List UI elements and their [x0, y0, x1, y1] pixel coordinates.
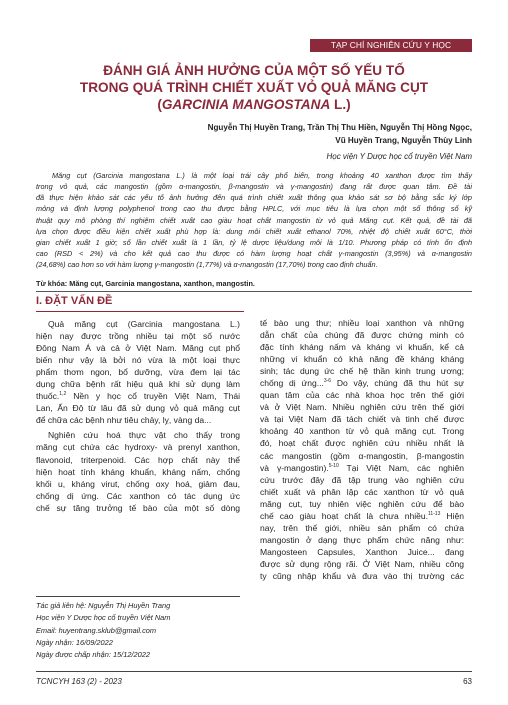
accepted-date: Ngày được chấp nhận: 15/12/2022: [36, 650, 150, 660]
title-paren: (: [157, 97, 162, 112]
body-line: khoảng 40 xanthon từ vỏ quả măng cụt. Trong: [260, 426, 464, 437]
received-date: Ngày nhận: 16/09/2022: [36, 637, 113, 647]
body-line: thuốc.$^{1,2}$ Nền y học cổ truyền Việt Nam, Thái: [36, 391, 240, 402]
body-line: Lan, Ấn Độ từ lâu đã sử dụng vỏ quả măng cụt: [36, 403, 240, 414]
body-line: chiết xuất và phân lập các xanthon từ vỏ quả: [260, 486, 464, 497]
body-line: tế bào ung thư; nhiều loại xanthon và những: [260, 318, 464, 328]
abstract-line: đã thực hiện khảo sát các yếu tố ảnh hưởng đến quá trình chiết xuất thông qua khảo sát sơ bộ bằng sắc ký lớp: [36, 193, 472, 203]
body-line: để chữa các bệnh như tiêu chảy, lỵ, vàng da...: [36, 415, 212, 426]
corresponding-email: Email: huyentrang.sklub@gmail.com: [36, 625, 157, 635]
corresponding-author-box: [36, 596, 240, 661]
title-paren: L.): [330, 97, 351, 112]
body-line: dụng chữa bệnh rất hiệu quả khi sử dụng làm: [36, 379, 240, 390]
body-line: những vi khuẩn có khả năng đề kháng kháng: [260, 354, 464, 365]
author-list: [52, 122, 472, 147]
body-line: mangostin ở dạng thực phẩm chức năng như:: [260, 534, 464, 545]
body-line: Quả măng cụt (Garcinia mangostana L.): [48, 319, 240, 329]
body-line: măng cụt, tuy nhiên việc nghiên cứu để bào: [260, 498, 464, 509]
abstract-line: (24,68%) cao hơn so với hàm lượng γ-mangostin (1,77%) và α-mangostin (17,70%) trong cao định chuẩn.: [36, 260, 378, 270]
abstract-line: mỏng và định lượng polyphenol trong cao thu được bằng HPLC, với mục tiêu là lựa chọn một số thông số kỹ: [36, 204, 472, 214]
abstract-line: trong vỏ quả, các mangostin (gồm α-mangostin, β-mangostin và γ-mangostin) đang rất được quan tâm. Đề tài: [36, 182, 472, 192]
body-line: chống dị ứng...$^{3-6}$ Do vậy, chúng đã thu hút sự: [260, 378, 465, 389]
body-line: ty cũng nhập khẩu và đưa vào thị trường các: [260, 570, 464, 581]
journal-issue: TCNCYH 163 (2) - 2023: [36, 677, 122, 686]
body-line: chế sự tăng trưởng tế bào của một số dòng: [36, 502, 240, 513]
citation: 5-10: [328, 462, 339, 469]
section-heading: I. ĐẶT VẤN ĐỀ: [36, 295, 113, 307]
keywords: Từ khóa: Măng cụt, Garcinia mangostana, xanthon, mangostin.: [36, 279, 255, 288]
author-line: Vũ Huyền Trang, Nguyễn Thùy Linh: [335, 135, 472, 145]
title-line: ĐÁNH GIÁ ẢNH HƯỞNG CỦA MỘT SỐ YẾU TỐ: [103, 63, 405, 78]
body-line: đặc tính kháng nấm và kháng vi khuẩn, kể cả: [260, 342, 464, 353]
abstract-line: thuật quy mô phòng thí nghiệm chiết xuất cao giàu hoạt chất mangostin từ vỏ quả Măng cụt. Kết quả, đề tài đã: [36, 215, 472, 225]
body-line: và ở Việt Nam. Nhiều nghiên cứu trên thế giới: [260, 402, 464, 413]
body-line: biến như vậy là bởi nó vừa là một loại thực: [36, 355, 240, 366]
citation: 11-13: [428, 510, 441, 517]
body-line: Đông Nam Á và cả ở Việt Nam. Măng cụt phổ: [36, 343, 240, 354]
section-divider: [36, 291, 472, 292]
body-column-left: [36, 318, 240, 514]
body-line: và γ-mangostin).$^{5-10}$ Tại Việt Nam, các nghiên: [260, 462, 464, 473]
citation: 3-6: [323, 378, 332, 385]
article-title: [36, 62, 472, 113]
body-line: quan tâm của các nhà khoa học trên thế giới: [260, 390, 464, 401]
body-line: chống dị ứng. Các xanthon có tác dụng ức: [36, 490, 240, 501]
body-line: cứu trước đây đã tập trung vào nghiên cứu: [260, 474, 464, 485]
body-line: được sử dụng rộng rãi. Ở Việt Nam, nhiều công: [260, 558, 464, 569]
body-line: dẫn chất của chúng đã được chứng minh có: [260, 330, 464, 341]
journal-name-banner: TẠP CHÍ NGHIÊN CỨU Y HỌC: [310, 39, 472, 52]
body-line: Nghiên cứu hoá thực vật cho thấy trong: [48, 430, 240, 441]
section-heading-underline: [36, 311, 244, 312]
affiliation: Học viện Y Dược học cổ truyền Việt Nam: [326, 152, 472, 161]
citation: 1,2: [59, 391, 67, 398]
body-column-right: [260, 317, 464, 582]
body-line: măng cụt chứa các hydroxy- và prenyl xanthon,: [36, 442, 240, 453]
author-line: Nguyễn Thị Huyền Trang, Trần Thị Thu Hiền, Nguyễn Thị Hồng Ngọc,: [207, 123, 472, 132]
body-line: hiện nay được trồng nhiều tại một số nước: [36, 331, 240, 342]
title-line: TRONG QUÁ TRÌNH CHIẾT XUẤT VỎ QUẢ MĂNG CỤT: [79, 80, 429, 95]
abstract-line: gian chiết xuất 1 giờ; số lần chiết xuất là 1 lần, tỷ lệ dược liệu/dung môi là 1/10. Phương pháp có tính ổn định: [36, 237, 472, 247]
body-line: các mangostin (gồm α-mangostin, β-mangostin: [260, 450, 464, 461]
abstract-line: cao (RSD < 2%) và cho kết quả cao thu được có hàm lượng hoạt chất γ-mangostin (3,95%) và α-mangostin: [36, 249, 472, 259]
body-line: phẩm thơm ngon, bổ dưỡng, vừa đem lại tác: [36, 367, 240, 378]
footer-divider: [36, 671, 472, 672]
body-line: nay, trên thế giới, nhiều sản phẩm có chứa: [260, 522, 464, 533]
body-line: khối u, kháng virut, chống oxy hoá, giảm đau,: [36, 478, 240, 489]
body-line: sinh; tác dụng ức chế hệ thần kinh trung ương;: [260, 366, 464, 377]
body-line: và tại Việt Nam đã tách chiết và tinh chế được: [260, 414, 464, 425]
body-line: Mangosteen Capsules, Xanthon Juice... đang: [260, 546, 464, 557]
abstract-line: Măng cụt (Garcinia mangostana L.) là một loại trái cây phổ biến, trong khoảng 40 xanthon được tìm thấy: [52, 171, 472, 180]
title-line: [36, 96, 472, 113]
body-line: flavonoid, triterpenoid. Các hợp chất này thể: [36, 454, 240, 465]
corresponding-affiliation: Học viện Y Dược học cổ truyền Việt Nam: [36, 613, 171, 623]
body-line: đó, hoạt chất được nghiên cứu nhiều nhất là: [260, 438, 464, 449]
corresponding-author: Tác giả liên hệ: Nguyễn Thị Huyền Trang: [36, 601, 171, 610]
abstract-line: lựa chọn được điều kiện chiết xuất phù hợp là: dung môi chiết xuất ethanol 70%, nhiệt độ chiết xuất 60°C, thời: [36, 226, 472, 236]
title-species: GARCINIA MANGOSTANA: [161, 97, 331, 112]
body-line: hiện hoạt tính kháng khuẩn, kháng nấm, chống: [36, 466, 240, 477]
abstract: [36, 170, 472, 270]
page-number: 63: [463, 677, 472, 686]
body-line: chế cao giàu hoạt chất là chưa nhiều.$^{11-13}$ Hiện: [260, 510, 465, 521]
